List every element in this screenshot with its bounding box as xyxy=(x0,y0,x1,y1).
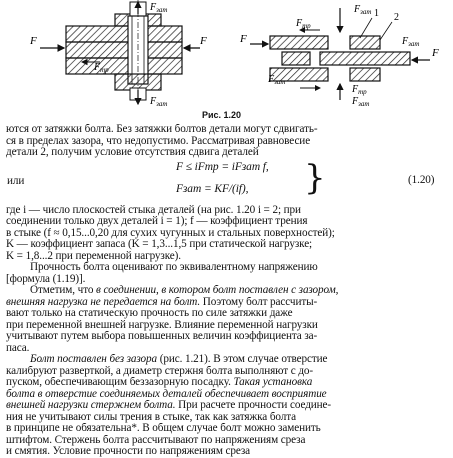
svg-text:Fзат: $F_{зат}$ xyxy=(150,96,168,108)
right-fzat-top-label: F xyxy=(354,4,361,15)
figure-1-20 xyxy=(0,0,453,128)
svg-text:Fтр: $F_{тр}$ xyxy=(296,18,311,30)
text-line: вают только на статическую прочность по силе затяжки даже xyxy=(6,308,293,319)
text-line: паса. xyxy=(6,342,30,354)
formula-1-20 xyxy=(6,159,450,205)
text-line: учитывают путем выбора повышенных величин коэффициента за- xyxy=(6,331,318,342)
svg-text:Fзат: $F_{зат}$ xyxy=(150,2,168,14)
left-fzat-label: F xyxy=(150,2,157,13)
text-line: K — коэффициент запаса (K = 1,3...1,5 при статической нагрузке; xyxy=(6,239,313,250)
part-1-label: 1 xyxy=(374,8,379,19)
right-free-body-diagram xyxy=(239,4,439,108)
text-line: и смятия. Условие прочности по напряжениям среза xyxy=(6,446,251,457)
svg-text:Fзат: $F_{зат}$ xyxy=(402,36,420,48)
bolt-joint-diagram xyxy=(0,0,453,128)
left-assembly-drawing xyxy=(29,0,207,108)
right-f-label: F xyxy=(240,33,247,45)
part-2-label: 2 xyxy=(394,12,399,23)
text-line: калибруют разверткой, а диаметр стержня болта выполняют с до- xyxy=(6,365,314,377)
left-f-label: F xyxy=(30,35,37,47)
left-bottom-fzat-label: F xyxy=(150,96,157,107)
formula-line-2: Fзат = KF/(if), xyxy=(176,182,249,195)
formula-or-word: или xyxy=(7,174,25,187)
text-line: Болт поставлен без зазора (рис. 1.21). В этом случае отверстие xyxy=(30,354,328,365)
text-line: штифтом. Стержень болта рассчитывают по напряжениям среза xyxy=(6,434,306,446)
svg-text:Fзат: $F_{зат}$ xyxy=(354,4,372,16)
text-line: в принципе не обязательна*. В общем случае болт можно заменить xyxy=(6,423,321,434)
text-line: пуском, обеспечивающим беззазорную посадку. Такая установка xyxy=(6,377,313,388)
text-line: [формула (1.19)]. xyxy=(6,273,86,285)
left-f-right-label: F xyxy=(200,35,207,47)
text-line: детали 2, получим условие отсутствия сдвига деталей xyxy=(6,147,259,158)
right-fzat-bottom-label: F xyxy=(352,96,359,107)
right-fzat-right-label: F xyxy=(402,36,409,47)
text-line: ются от затяжки болта. Без затяжки болтов детали могут сдвигать- xyxy=(6,124,318,135)
text-line: внешняя нагрузка не передается на болт. Поэтому болт рассчиты- xyxy=(6,296,318,308)
formula-line-1: F ≤ iFтр = iFзат f, xyxy=(176,160,269,173)
text-line: при переменной внешней нагрузке. Влияние переменной нагрузки xyxy=(6,319,318,331)
text-line: болта в отверстие соединяемых деталей обеспечивает восприятие xyxy=(6,388,327,400)
text-line: соединении только двух деталей i = 1); f — коэффициент трения xyxy=(6,216,308,227)
text-line: в стыке (f ≈ 0,15...0,20 для сухих чугунных и стальных поверхностей); xyxy=(6,227,335,239)
formula-brace: } xyxy=(304,157,326,198)
text-line: Отметим, что в соединении, в котором болт поставлен с зазором, xyxy=(30,285,339,296)
body-text xyxy=(6,124,450,458)
equation-number: (1.20) xyxy=(408,173,435,186)
svg-text:Fтр: $F_{тр}$ xyxy=(352,84,367,96)
right-ftr-top-label: F xyxy=(296,18,303,29)
text-line: K = 1,8...2 при переменной нагрузке). xyxy=(6,250,181,262)
text-line: Прочность болта оценивают по эквивалентному напряжению xyxy=(30,262,318,273)
svg-text:Fзат: $F_{зат}$ xyxy=(352,96,370,108)
left-ftr-label: F xyxy=(94,62,101,73)
text-line: внешней нагрузки стержнем болта. При расчете прочности соедине- xyxy=(6,400,332,411)
svg-text:Fзат: $F_{зат}$ xyxy=(268,74,286,86)
right-ftr-bottom-label: F xyxy=(352,84,359,95)
text-line: ния не учитывают силы трения в стыке, так как затяжка болта xyxy=(6,411,297,423)
text-line: ся в пределах зазора, что недопустимо. Рассматривая равновесие xyxy=(6,135,311,147)
right-fzat-left-label: F xyxy=(268,74,275,85)
text-line: где i — число плоскостей стыка деталей (на рис. 1.20 i = 2; при xyxy=(6,204,301,216)
figure-caption: Рис. 1.20 xyxy=(202,110,242,120)
right-f2-label: F xyxy=(432,47,439,59)
svg-text:Fтр: $F_{тр}$ xyxy=(94,62,109,74)
